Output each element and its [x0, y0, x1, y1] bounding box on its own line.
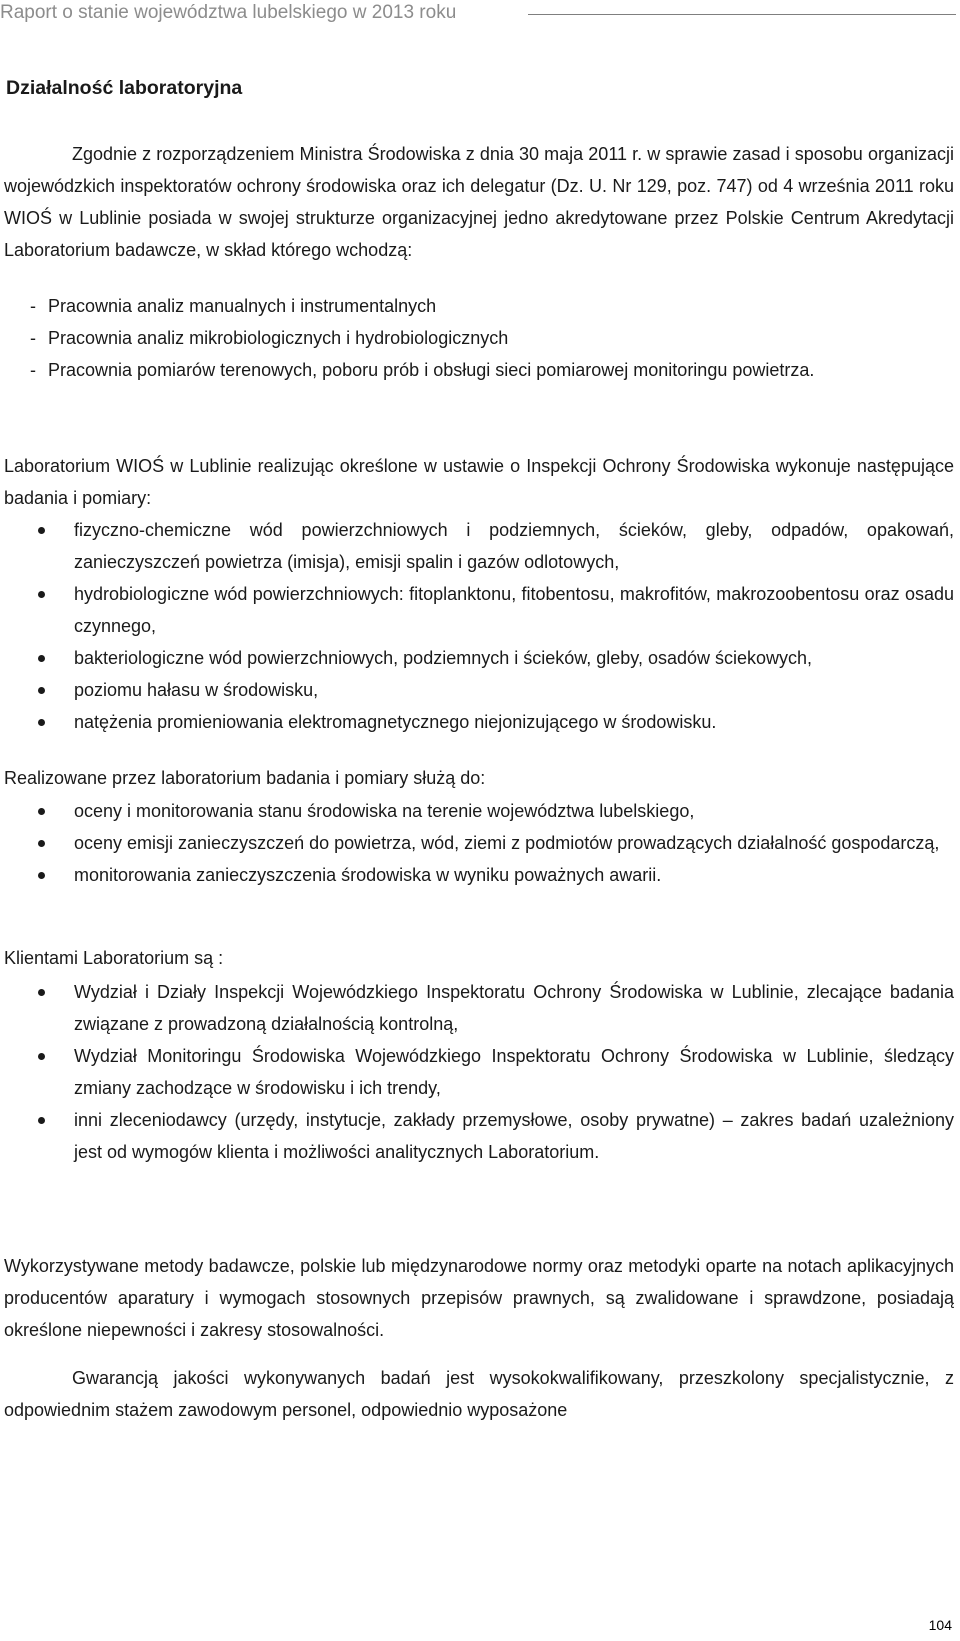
bullet-icon	[38, 1117, 45, 1124]
report-title: Raport o stanie województwa lubelskiego w 2013 roku	[0, 2, 457, 23]
list-item: inni zleceniodawcy (urzędy, instytucje, zakłady przemysłowe, osoby prywatne) – zakres badań uzależniony jest od wymogów klienta i możliwości analitycznych Laboratorium.	[4, 1104, 954, 1168]
laboratory-units-list	[4, 290, 954, 386]
bullet-icon	[38, 989, 45, 996]
list-item: - Pracownia analiz mikrobiologicznych i hydrobiologicznych	[30, 328, 509, 348]
quality-paragraph: Gwarancją jakości wykonywanych badań jest wysokokwalifikowany, przeszkolony specjalistycznie, z odpowiednim stażem zawodowym personel, odpowiednio wyposażone	[4, 1368, 954, 1420]
intro-paragraph: Zgodnie z rozporządzeniem Ministra Środowiska z dnia 30 maja 2011 r. w sprawie zasad i sposobu organizacji wojewódzkich inspektoratów ochrony środowiska oraz ich delegatur (Dz. U. Nr 129, poz. 747) od 4 września 2011 roku WIOŚ w Lublinie posiada w swojej strukturze organizacyjnej jedno akredytowane przez Polskie Centrum Akredytacji Laboratorium badawcze, w skład którego wchodzą:	[4, 144, 954, 260]
list-item: poziomu hałasu w środowisku,	[4, 674, 954, 706]
list-item: oceny i monitorowania stanu środowiska na terenie województwa lubelskiego,	[4, 795, 954, 827]
header-rule	[528, 14, 956, 15]
purpose-intro-paragraph: Realizowane przez laboratorium badania i pomiary służą do:	[4, 768, 486, 788]
bullet-icon	[38, 840, 45, 847]
list-item: - Pracownia analiz manualnych i instrumentalnych	[30, 296, 437, 316]
list-item: natężenia promieniowania elektromagnetycznego niejonizującego w środowisku.	[4, 706, 954, 738]
tests-intro-paragraph: Laboratorium WIOŚ w Lublinie realizując określone w ustawie o Inspekcji Ochrony Środowiska wykonuje następujące badania i pomiary:	[4, 456, 954, 508]
list-item: - Pracownia pomiarów terenowych, poboru prób i obsługi sieci pomiarowej monitoringu powietrza.	[30, 360, 815, 380]
bullet-icon	[38, 719, 45, 726]
clients-intro-paragraph: Klientami Laboratorium są :	[4, 948, 224, 968]
list-item: oceny emisji zanieczyszczeń do powietrza, wód, ziemi z podmiotów prowadzących działalność gospodarczą,	[4, 827, 954, 859]
list-item: Wydział i Działy Inspekcji Wojewódzkiego Inspektoratu Ochrony Środowiska w Lublinie, zlecające badania związane z prowadzoną działalnością kontrolną,	[4, 976, 954, 1040]
section-heading: Działalność laboratoryjna	[6, 77, 243, 99]
purposes-list	[4, 795, 954, 891]
bullet-icon	[38, 872, 45, 879]
bullet-icon	[38, 591, 45, 598]
methods-paragraph: Wykorzystywane metody badawcze, polskie lub międzynarodowe normy oraz metodyki oparte na notach aplikacyjnych producentów aparatury i wymogach stosownych przepisów prawnych, są zwalidowane i sprawdzone, posiadają określone niepewności i zakresy stosowalności.	[4, 1256, 954, 1340]
page-header	[0, 0, 960, 34]
clients-list	[4, 976, 954, 1168]
list-item: Wydział Monitoringu Środowiska Wojewódzkiego Inspektoratu Ochrony Środowiska w Lublinie, śledzący zmiany zachodzące w środowisku i ich trendy,	[4, 1040, 954, 1104]
list-item: fizyczno-chemiczne wód powierzchniowych i podziemnych, ścieków, gleby, odpadów, opakowań, zanieczyszczeń powietrza (imisja), emisji spalin i gazów odlotowych,	[4, 514, 954, 578]
list-item: bakteriologiczne wód powierzchniowych, podziemnych i ścieków, gleby, osadów ściekowych,	[4, 642, 954, 674]
bullet-icon	[38, 808, 45, 815]
bullet-icon	[38, 687, 45, 694]
list-item: hydrobiologiczne wód powierzchniowych: fitoplanktonu, fitobentosu, makrofitów, makrozoobentosu oraz osadu czynnego,	[4, 578, 954, 642]
bullet-icon	[38, 1053, 45, 1060]
list-item: monitorowania zanieczyszczenia środowiska w wyniku poważnych awarii.	[4, 859, 954, 891]
bullet-icon	[38, 527, 45, 534]
page-number: 104	[928, 1617, 952, 1633]
tests-list	[4, 514, 954, 738]
bullet-icon	[38, 655, 45, 662]
